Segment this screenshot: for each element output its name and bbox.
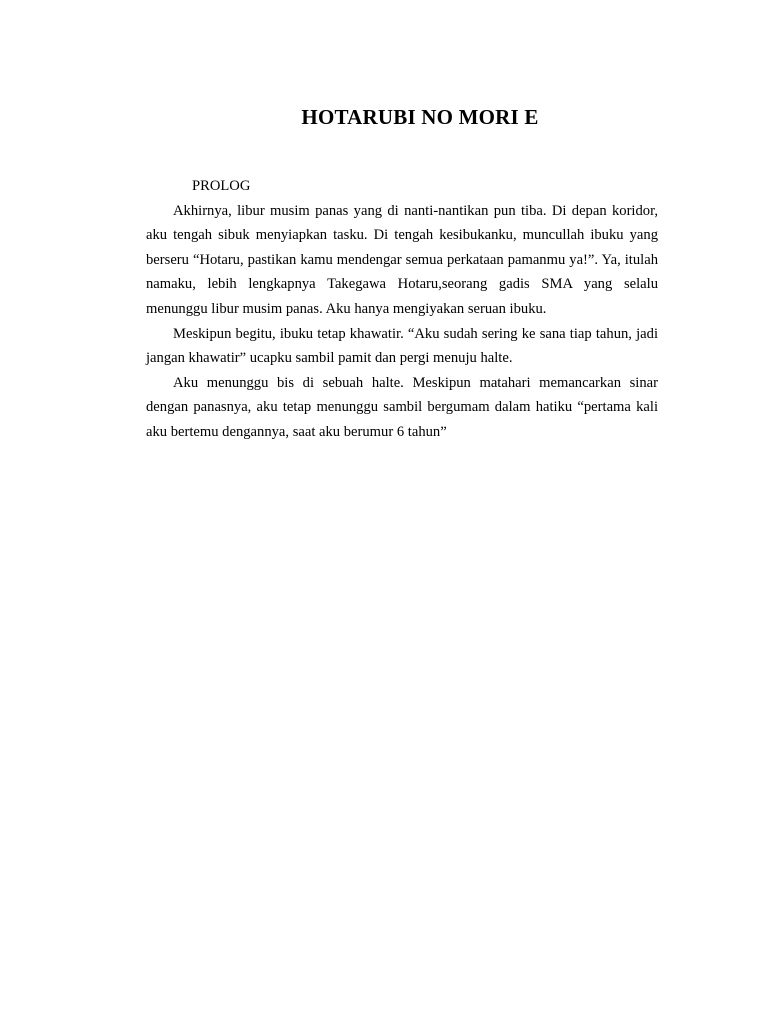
- paragraph-3: Aku menunggu bis di sebuah halte. Meskipun matahari memancarkan sinar dengan panasnya, aku tetap menunggu sambil bergumam dalam hatiku “pertama kali aku bertemu dengannya, saat aku berumur 6 tahun”: [146, 374, 658, 440]
- document-body: [146, 174, 658, 445]
- section-heading-prolog: PROLOG: [192, 178, 251, 194]
- paragraph-2: Meskipun begitu, ibuku tetap khawatir. “Aku sudah sering ke sana tiap tahun, jadi jangan khawatir” ucapku sambil pamit dan pergi menuju halte.: [146, 325, 658, 367]
- document-title: HOTARUBI NO MORI E: [301, 105, 539, 129]
- paragraph-1: Akhirnya, libur musim panas yang di nanti-nantikan pun tiba. Di depan koridor, aku tengah sibuk menyiapkan tasku. Di tengah kesibukanku, muncullah ibuku yang berseru “Hotaru, pastikan kamu mendengar semua perkataan pamanmu ya!”. Ya, itulah namaku, lebih lengkapnya Takegawa Hotaru,seorang gadis SMA yang selalu menunggu libur musim panas. Aku hanya mengiyakan seruan ibuku.: [146, 202, 658, 317]
